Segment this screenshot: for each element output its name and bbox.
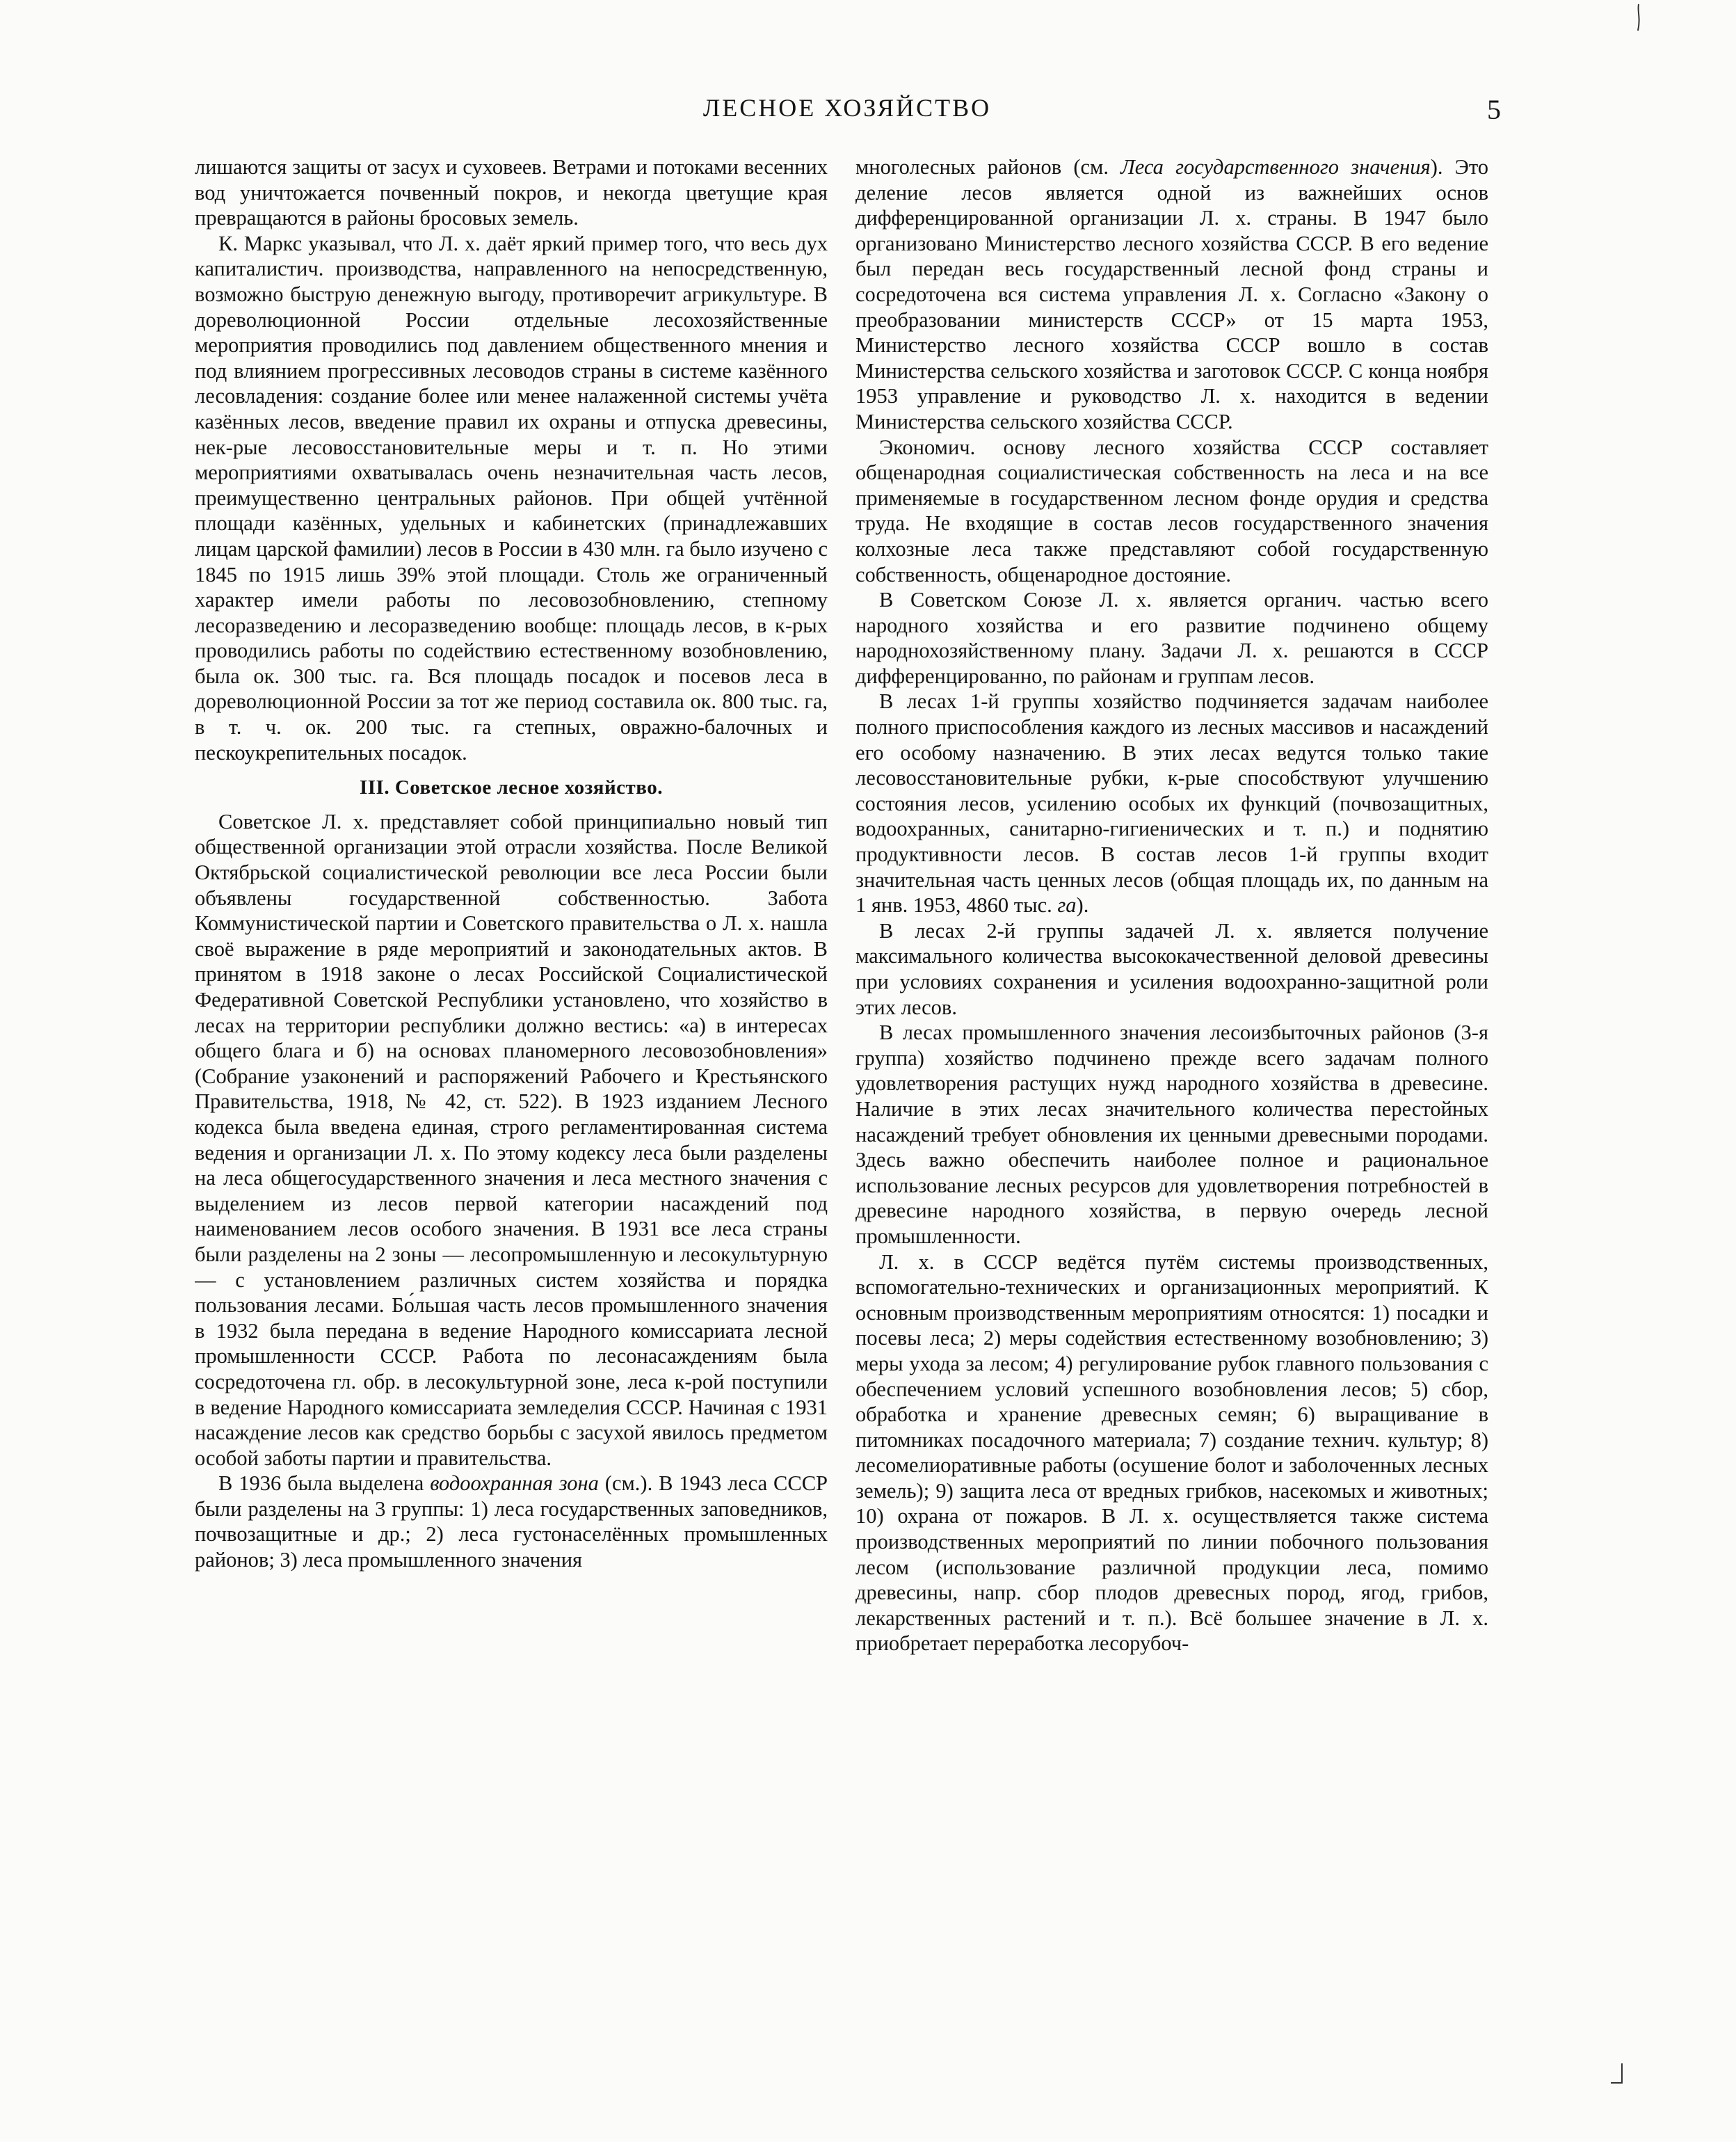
paragraph: В Советском Союзе Л. х. является органич. частью всего народного хозяйства и его развитие подчинено общему народнохозяйственному плану. Задачи Л. х. решаются в СССР дифференцированно, по районам и группам лесов. — [855, 588, 1488, 688]
right-column — [855, 154, 1488, 2047]
text-run: В лесах 1-й группы хозяйство подчиняется задачам наиболее полного приспособления каждого из лесных массивов и насаждений его особому назначению. В этих лесах ведутся только такие лесовосстановительные рубки, к-рые способствуют улучшению состояния лесов, усилению особых их функций (почвозащитных, водоохранных, санитарно-гигиенических и т. п.) и поднятию продуктивности лесов. В состав лесов 1-й группы входит значительная часть ценных лесов (общая площадь их, по данным на 1 янв. 1953, 4860 тыс. — [855, 689, 1488, 918]
scan-mark-top-right — [1632, 3, 1646, 33]
page-header — [193, 93, 1501, 135]
section-heading: III. Советское лесное хозяйство. — [359, 776, 663, 799]
text-run: В 1936 была выделена — [218, 1471, 431, 1496]
cross-reference: Леса государственного значения — [1120, 155, 1431, 179]
text-run: ). Это деление лесов является одной из важнейших основ дифференцированной организации Л. х. страны. В 1947 было организовано Министерство лесного хозяйства СССР. В его ведение был передан весь государственный лесной фонд страны и сосредоточена вся система управления Л. х. Согласно «Закону о преобразовании министерств СССР» от 15 марта 1953, Министерство лесного хозяйства СССР вошло в состав Министерства сельского хозяйства и заготовок СССР. С конца ноября 1953 управление и руководство Л. х. находится в ведении Министерства сельского хозяйства СССР. — [855, 155, 1488, 433]
cross-reference: водоохранная зона — [430, 1471, 599, 1496]
paragraph: В лесах промышленного значения лесоизбыточных районов (3-я группа) хозяйство подчинено прежде всего задачам полного удовлетворения растущих нужд народного хозяйства в древесине. Наличие в этих лесах значительного количества перестойных насаждений требует обновления их ценными древесными породами. Здесь важно обеспечить наиболее полное и рациональное использование лесных ресурсов для удовлетворения потребностей в древесине народного хозяйства, в первую очередь лесной промышленности. — [855, 1021, 1488, 1248]
paragraph: Советское Л. х. представляет собой принципиально новый тип общественной организации этой отрасли хозяйства. После Великой Октябрьской социалистической революции все леса России были объявлены государственной собственностью. Забота Коммунистической партии и Советского правительства о Л. х. нашла своё выражение в ряде мероприятий и законодательных актов. В принятом в 1918 законе о лесах Российской Социалистической Федеративной Советской Республики установлено, что хозяйство в лесах на территории республики должно вестись: «а) в интересах общего блага и б) на основах планомерного лесовозобновления» (Собрание узаконений и распоряжений Рабочего и Крестьянского Правительства, 1918, № 42, ст. 522). В 1923 изданием Лесного кодекса была введена единая, строго регламентированная система ведения и организации Л. х. По этому кодексу леса были разделены на леса общегосударственного значения и леса местного значения с выделением из лесов первой категории насаждений под наименованием лесов особого значения. В 1931 все леса страны были разделены на 2 зоны — лесопромышленную и лесокультурную — с установлением различных систем хозяйства и порядка пользования лесами. Бо́льшая часть лесов промышленного значения в 1932 была передана в ведение Народного комиссариата лесной промышленности СССР. Работа по лесонасаждениям была сосредоточена гл. обр. в лесокультурной зоне, леса к-рой поступили в ведение Народного комиссариата земледелия СССР. Начиная с 1931 насаждение лесов как средство борьбы с засухой явилось предметом особой заботы партии и правительства. — [195, 809, 828, 1470]
paragraph — [855, 154, 1488, 435]
text-run: ). — [1076, 893, 1089, 918]
left-column — [195, 154, 828, 2047]
unit-italic: га — [1057, 893, 1077, 918]
paragraph: лишаются защиты от засух и суховеев. Ветрами и потоками весенних вод уничтожается почвенный покров, и некогда цветущие края превращаются в районы бросовых земель. — [195, 155, 828, 230]
text-run: (см.). В 1943 леса СССР были разделены на 3 группы: 1) леса государственных заповедников, почвозащитные и др.; 2) леса густонаселённых промышленных районов; 3) леса промышленного значения — [195, 1471, 828, 1572]
running-head: ЛЕСНОЕ ХОЗЯЙСТВО — [702, 94, 992, 122]
text-run: многолесных районов (см. — [855, 155, 1121, 179]
paragraph: Л. х. в СССР ведётся путём системы производственных, вспомогательно-технических и организационных мероприятий. К основным производственным мероприятиям относятся: 1) посадки и посевы леса; 2) меры содействия естественному возобновлению; 3) меры ухода за лесом; 4) регулирование рубок главного пользования с обеспечением условий успешного возобновления лесов; 5) сбор, обработка и хранение древесных семян; 6) выращивание в питомниках посадочного материала; 7) создание технич. культур; 8) лесомелиоративные работы (осушение болот и заболоченных лесных земель); 9) защита леса от вредных грибков, насекомых и животных; 10) охрана от пожаров. В Л. х. осуществляется также система производственных мероприятий по линии побочного пользования лесом (использование различной продукции леса, помимо древесины, напр. сбор плодов древесных пород, ягод, грибов, лекарственных растений и т. п.). Всё большее значение в Л. х. приобретает переработка лесорубоч- — [855, 1249, 1488, 1656]
paragraph: В лесах 2-й группы задачей Л. х. является получение максимального количества высококачественной деловой древесины при условиях сохранения и усиления водоохранно-защитной роли этих лесов. — [855, 918, 1488, 1019]
paragraph — [855, 689, 1488, 918]
scan-mark-bottom-right — [1608, 2062, 1629, 2090]
page-number: 5 — [1487, 94, 1501, 125]
paragraph: Экономич. основу лесного хозяйства СССР составляет общенародная социалистическая собственность на леса и на все применяемые в государственном лесном фонде орудия и средства труда. Не входящие в состав лесов государственного значения колхозные леса также представляют собой государственную собственность, общенародное достояние. — [855, 435, 1488, 586]
paragraph: К. Маркс указывал, что Л. х. даёт яркий пример того, что весь дух капиталистич. производства, направленного на непосредственную, возможно быструю денежную выгоду, противоречит агрикультуре. В дореволюционной России отдельные лесохозяйственные мероприятия проводились под давлением общественного мнения и под влиянием прогрессивных лесоводов страны в системе казённого лесовладения: создание более или менее налаженной системы учёта казённых лесов, введение правил их охраны и отпуска древесины, нек-рые лесовосстановительные меры и т. п. Но этими мероприятиями охватывалась очень незначительная часть лесов, преимущественно центральных районов. При общей учтённой площади казённых, удельных и кабинетских (принадлежавших лицам царской фамилии) лесов в России в 430 млн. га было изучено с 1845 по 1915 лишь 39% этой площади. Столь же ограниченный характер имели работы по лесовозобновлению, степному лесоразведению и лесоразведению вообще: площадь лесов, в к-рых проводились работы по содействию естественному возобновлению, была ок. 300 тыс. га. Вся площадь посадок и посевов леса в дореволюционной России за тот же период составила ок. 800 тыс. га, в т. ч. ок. 200 тыс. га степных, овражно-балочных и пескоукрепительных посадок. — [195, 231, 828, 765]
paragraph — [195, 1471, 828, 1572]
